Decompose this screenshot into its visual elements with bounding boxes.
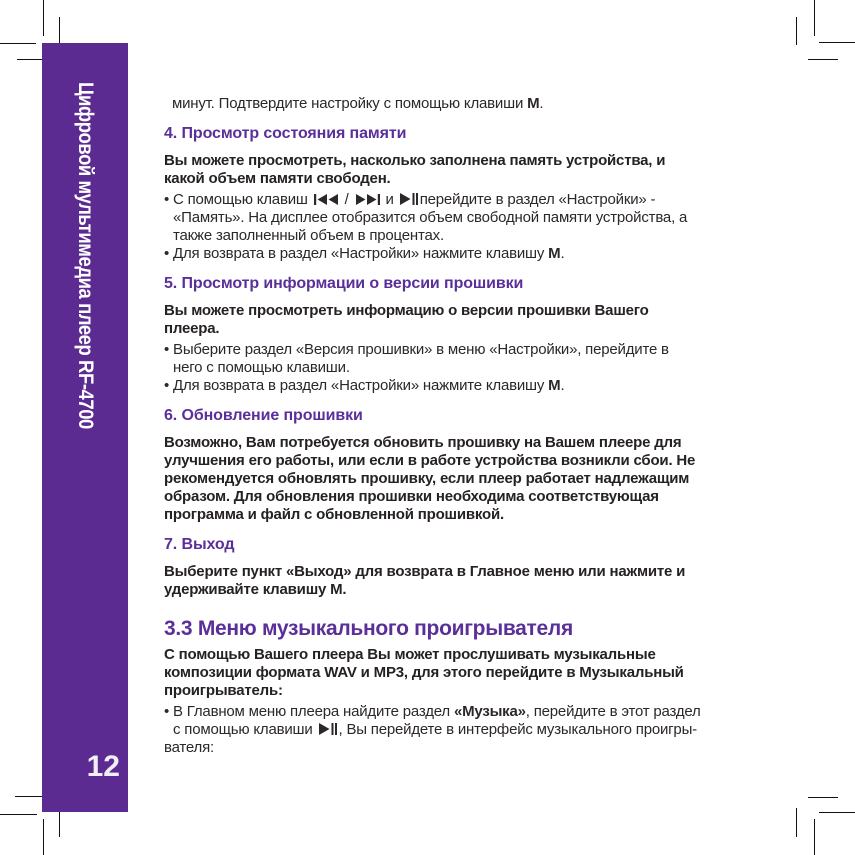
crop-mark: [808, 797, 838, 798]
para-firmware-info: [164, 302, 764, 338]
text-line: [164, 152, 764, 170]
text-line: [164, 320, 764, 338]
text-run: Вы можете просмотреть информацию о версии прошивки Вашего: [164, 302, 649, 319]
text-run: и: [381, 191, 398, 208]
text-run: , перейдите в этот раздел: [525, 703, 701, 720]
text-run: рекомендуется обновлять прошивку, если плеер работает надлежащим: [164, 470, 690, 487]
text-run: .: [539, 95, 544, 112]
text-run: также заполненный объем в процентах.: [173, 227, 444, 244]
heading-3-3-music-menu: 3.3 Меню музыкального проигрывателя: [164, 617, 573, 640]
text-line: [164, 170, 764, 188]
crop-mark: [43, 0, 44, 36]
heading-4-memory-status: 4. Просмотр состояния памяти: [164, 125, 407, 142]
text-run: • Для возврата в раздел «Настройки» нажмите клавишу: [164, 377, 549, 394]
text-line: [164, 341, 764, 359]
para-memory-status: [164, 152, 764, 188]
text-line: [164, 377, 764, 395]
text-run: Вы можете просмотреть, насколько заполнена память устройства, и: [164, 152, 666, 169]
text-run: /: [340, 191, 353, 208]
text-run: • В Главном меню плеера найдите раздел: [164, 703, 454, 720]
text-line: [164, 359, 764, 377]
text-run: • Для возврата в раздел «Настройки» нажмите клавишу: [164, 245, 549, 262]
text-line: [164, 721, 764, 739]
text-line: [164, 563, 764, 581]
intro-line: [164, 95, 764, 113]
page-number: 12: [86, 750, 120, 783]
text-run: перейдите в раздел «Настройки» -: [419, 191, 656, 208]
text-run: • С помощью клавиш: [164, 191, 312, 208]
text-line: [164, 646, 764, 664]
bold-text-run: М: [527, 95, 540, 112]
text-line: [164, 703, 764, 721]
sidebar-band: [42, 43, 128, 812]
text-run: программа и файл с обновленной прошивкой.: [164, 506, 504, 523]
text-line: [164, 434, 764, 452]
crop-mark: [0, 43, 36, 44]
text-line: [164, 488, 764, 506]
text-line: [164, 209, 764, 227]
text-run: «Память». На дисплее отобразится объем свободной памяти устройства, а: [173, 209, 688, 226]
crop-mark: [814, 0, 815, 36]
text-line: [164, 506, 764, 524]
crop-mark: [808, 59, 838, 60]
text-run: с помощью клавиши: [173, 721, 317, 738]
text-run: композиции формата WAV и MP3, для этого перейдите в Музыкальный: [164, 664, 684, 681]
text-line: [164, 452, 764, 470]
text-line: [164, 191, 764, 209]
text-run: .: [560, 377, 565, 394]
crop-mark: [819, 42, 855, 43]
para-exit: [164, 563, 764, 599]
text-run: .: [560, 245, 565, 262]
bullets-memory-status: [164, 191, 764, 263]
text-run: него с помощью клавиши.: [173, 359, 350, 376]
text-run: улучшения его работы, или если в работе устройства возникли сбои. Не: [164, 452, 696, 469]
text-run: • Выберите раздел «Версия прошивки» в меню «Настройки», перейдите в: [164, 341, 669, 358]
crop-mark: [796, 17, 797, 45]
text-run: удерживайте клавишу М.: [164, 581, 347, 598]
bold-text-run: М: [548, 377, 561, 394]
text-line: [164, 302, 764, 320]
crop-mark: [43, 819, 44, 855]
text-line: [164, 95, 764, 113]
next-track-icon: [353, 191, 382, 208]
para-firmware-update: [164, 434, 764, 524]
text-run: Выберите пункт «Выход» для возврата в Главное меню или нажмите и: [164, 563, 686, 580]
text-run: образом. Для обновления прошивки необходима соответствующая: [164, 488, 659, 505]
text-run: вателя:: [164, 739, 215, 756]
play-pause-icon: [317, 721, 339, 738]
text-line: [164, 682, 764, 700]
text-run: С помощью Вашего плеера Вы может прослушивать музыкальные: [164, 646, 656, 663]
text-line: [164, 245, 764, 263]
crop-mark: [0, 814, 37, 815]
text-run: Возможно, Вам потребуется обновить прошивку на Вашем плеере для: [164, 434, 682, 451]
text-run: плеера.: [164, 320, 220, 337]
crop-mark: [59, 808, 60, 837]
prev-track-icon: [312, 191, 341, 208]
heading-7-exit: 7. Выход: [164, 536, 235, 553]
text-line: [164, 470, 764, 488]
para-music-menu: [164, 646, 764, 700]
manual-text-column: [164, 95, 764, 760]
crop-mark: [819, 812, 855, 813]
bullets-music-menu: [164, 703, 764, 757]
text-line: [164, 581, 764, 599]
bold-text-run: М: [548, 245, 561, 262]
crop-mark: [796, 808, 797, 837]
sidebar-vertical-title: Цифровой мультимедиа плеер RF-4700: [74, 82, 97, 429]
text-line: [164, 227, 764, 245]
bold-text-run: «Музыка»: [453, 703, 526, 720]
text-run: , Вы перейдете в интерфейс музыкального проигры-: [338, 721, 697, 738]
text-line: [164, 739, 764, 757]
heading-5-firmware-info: 5. Просмотр информации о версии прошивки: [164, 275, 524, 292]
text-run: проигрыватель:: [164, 682, 283, 699]
crop-mark: [814, 819, 815, 855]
text-run: какой объем памяти свободен.: [164, 170, 391, 187]
bullets-firmware-info: [164, 341, 764, 395]
heading-6-firmware-update: 6. Обновление прошивки: [164, 407, 363, 424]
play-pause-icon: [398, 191, 420, 208]
text-line: [164, 664, 764, 682]
text-run: минут. Подтвердите настройку с помощью клавиши: [172, 95, 528, 112]
crop-mark: [59, 17, 60, 45]
